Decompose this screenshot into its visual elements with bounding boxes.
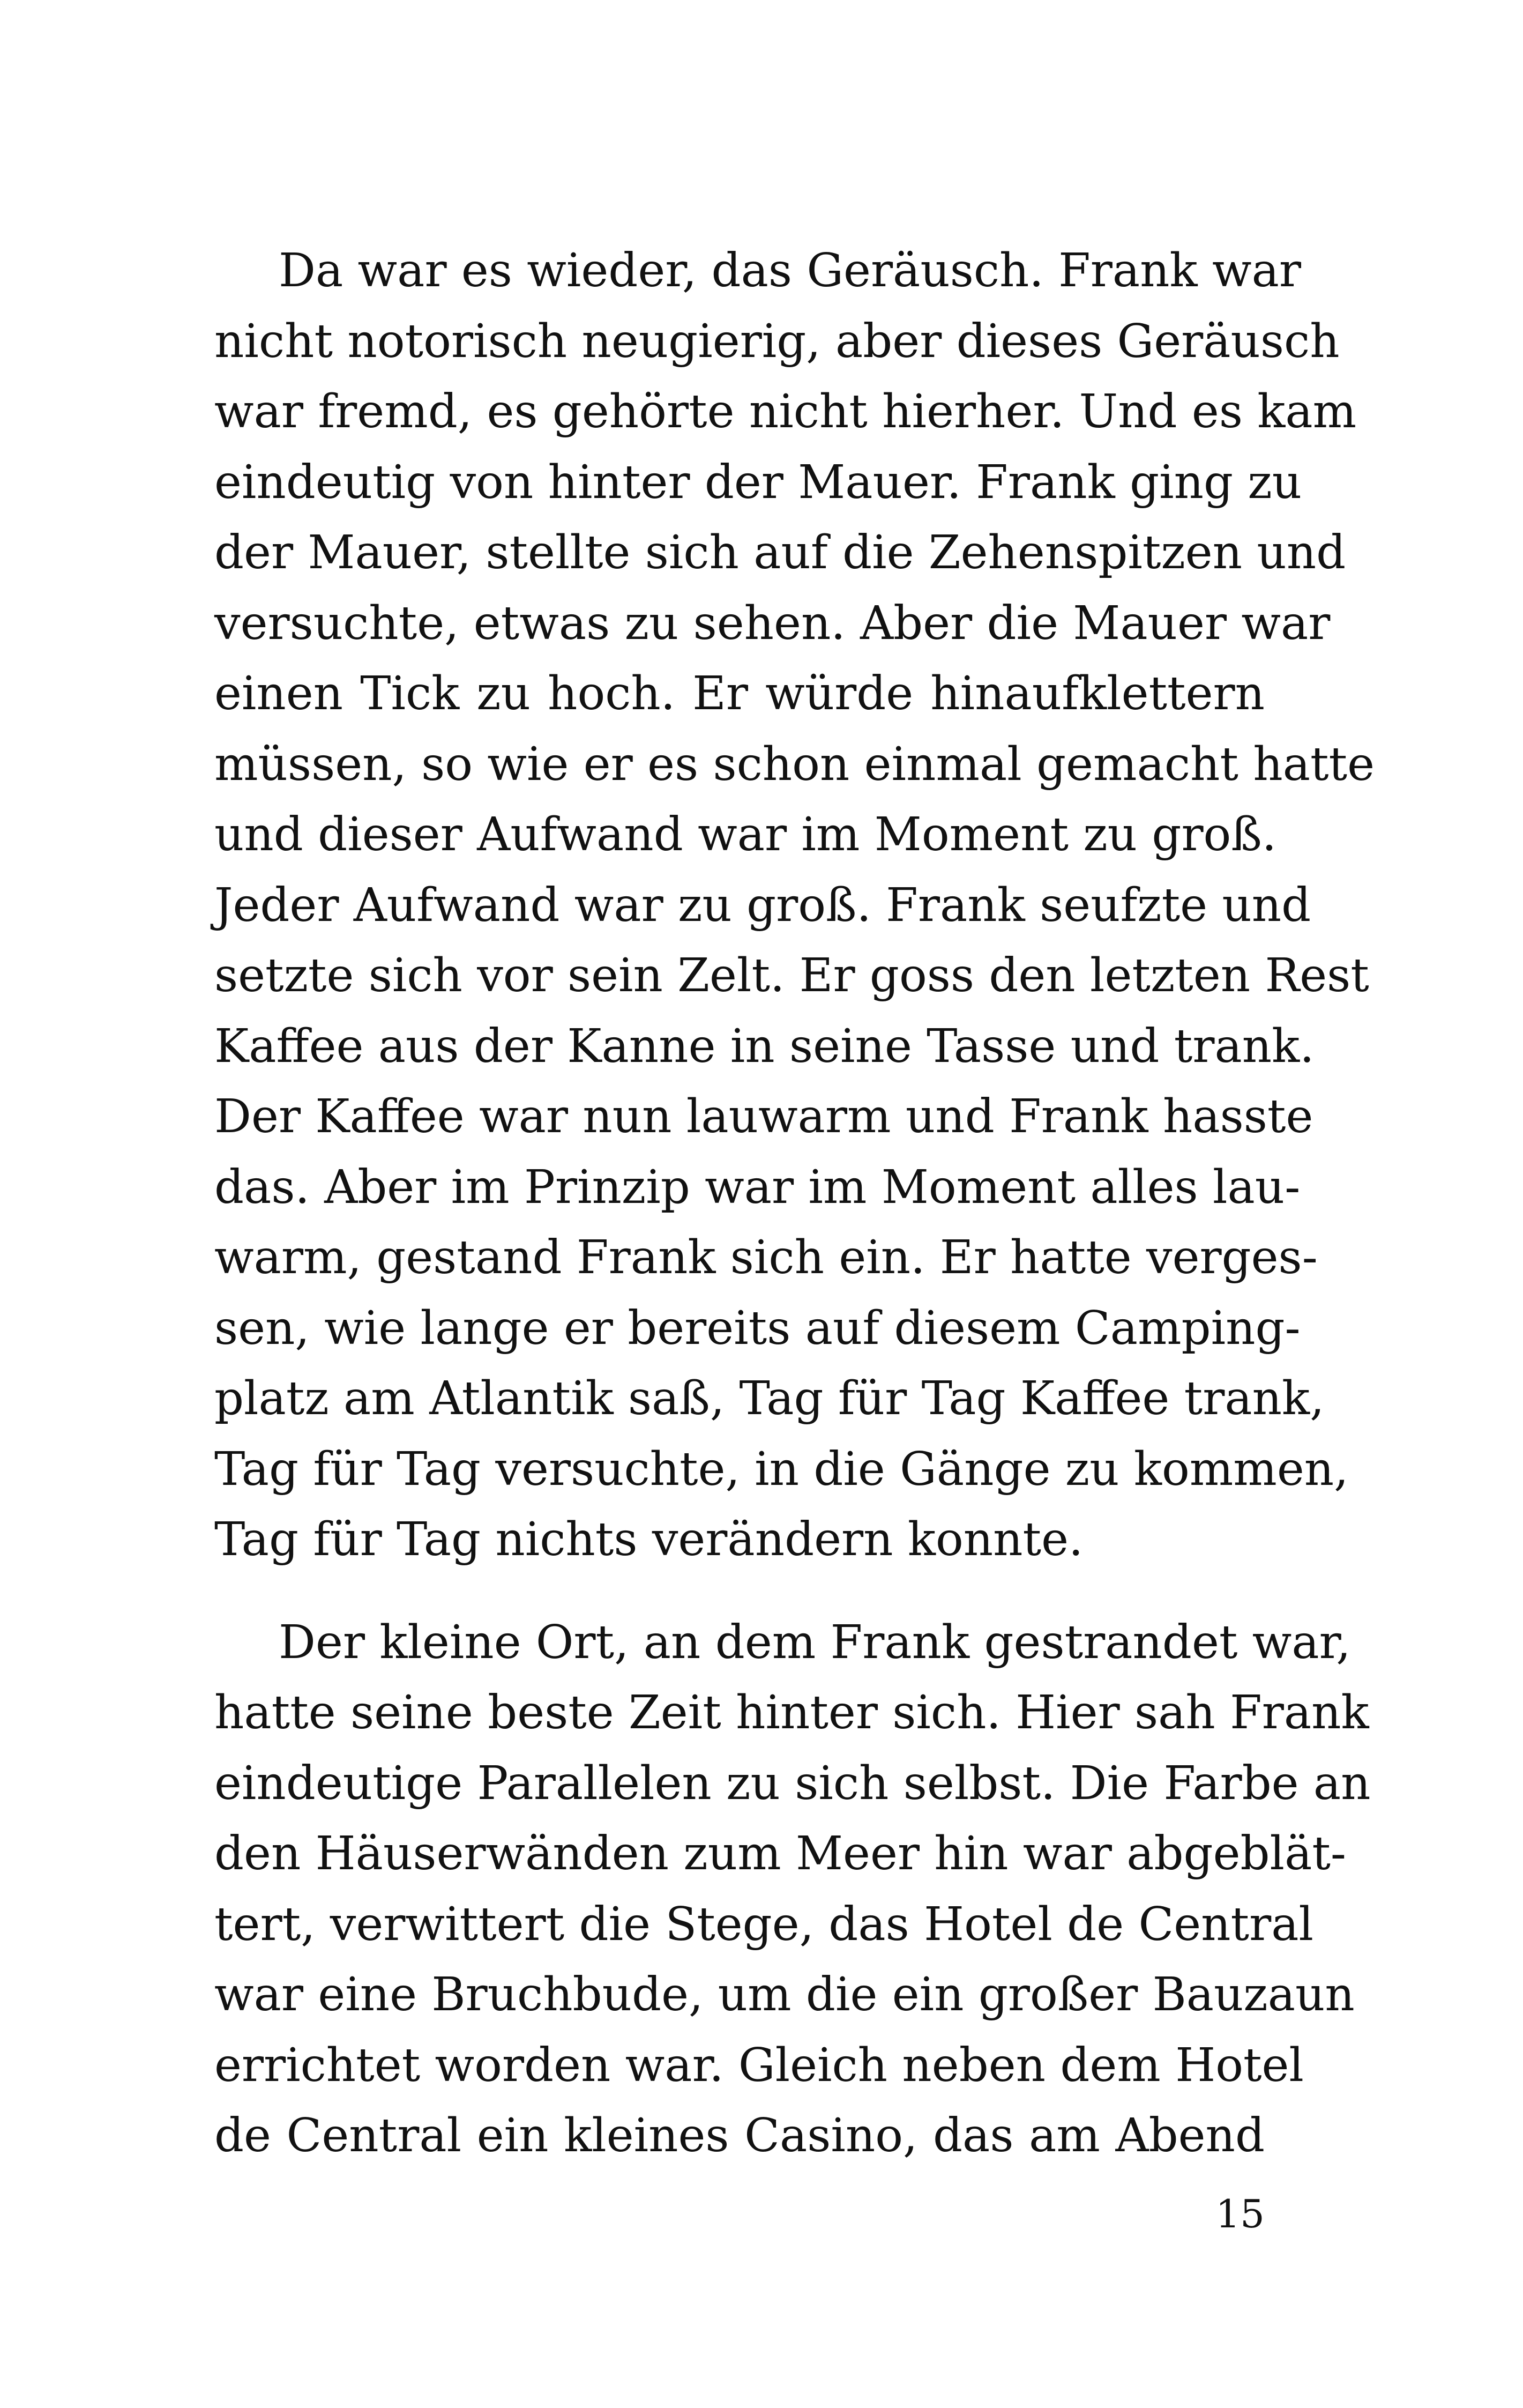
text-line: der Mauer, stellte sich auf die Zehenspitzen und [214, 526, 1346, 579]
text-line: Der kleine Ort, an dem Frank gestrandet war, [279, 1615, 1351, 1669]
text-line: hatte seine beste Zeit hinter sich. Hier sah Frank [214, 1686, 1369, 1740]
text-line: den Häuserwänden zum Meer hin war abgeblät- [214, 1827, 1346, 1881]
text-line: nicht notorisch neugierig, aber dieses Geräusch [214, 314, 1340, 368]
body-text [214, 236, 1375, 2172]
paragraph-1 [214, 236, 1375, 1575]
text-line: sen, wie lange er bereits auf diesem Camping- [214, 1301, 1301, 1355]
paragraph-2 [214, 1608, 1371, 2172]
paragraph-spacer [214, 1575, 1265, 1608]
text-line: Da war es wieder, das Geräusch. Frank war [279, 244, 1301, 298]
text-line: Kaffee aus der Kanne in seine Tasse und trank. [214, 1019, 1315, 1073]
text-line: einen Tick zu hoch. Er würde hinaufklettern [214, 667, 1265, 720]
text-line: Jeder Aufwand war zu groß. Frank seufzte und [214, 878, 1311, 932]
text-line: das. Aber im Prinzip war im Moment alles lau- [214, 1160, 1301, 1214]
text-line: setzte sich vor sein Zelt. Er goss den letzten Rest [214, 949, 1369, 1002]
text-line: eindeutig von hinter der Mauer. Frank ging zu [214, 455, 1302, 509]
text-line: platz am Atlantik saß, Tag für Tag Kaffee trank, [214, 1372, 1325, 1425]
text-line: Tag für Tag versuchte, in die Gänge zu kommen, [214, 1442, 1349, 1496]
text-line: versuchte, etwas zu sehen. Aber die Mauer war [214, 596, 1331, 650]
text-line: warm, gestand Frank sich ein. Er hatte verges- [214, 1231, 1318, 1284]
text-line: war eine Bruchbude, um die ein großer Bauzaun [214, 1968, 1355, 2021]
text-line: und dieser Aufwand war im Moment zu groß. [214, 808, 1277, 861]
text-line: errichtet worden war. Gleich neben dem Hotel [214, 2038, 1304, 2092]
text-line: Der Kaffee war nun lauwarm und Frank hasste [214, 1090, 1313, 1143]
text-line: war fremd, es gehörte nicht hierher. Und es kam [214, 385, 1357, 439]
text-line: Tag für Tag nichts verändern konnte. [214, 1513, 1084, 1566]
text-line: de Central ein kleines Casino, das am Abend [214, 2109, 1265, 2162]
page-number: 15 [1215, 2191, 1265, 2236]
text-line: tert, verwittert die Stege, das Hotel de Central [214, 1897, 1313, 1951]
text-line: müssen, so wie er es schon einmal gemacht hatte [214, 737, 1375, 791]
text-line: eindeutige Parallelen zu sich selbst. Die Farbe an [214, 1756, 1371, 1810]
